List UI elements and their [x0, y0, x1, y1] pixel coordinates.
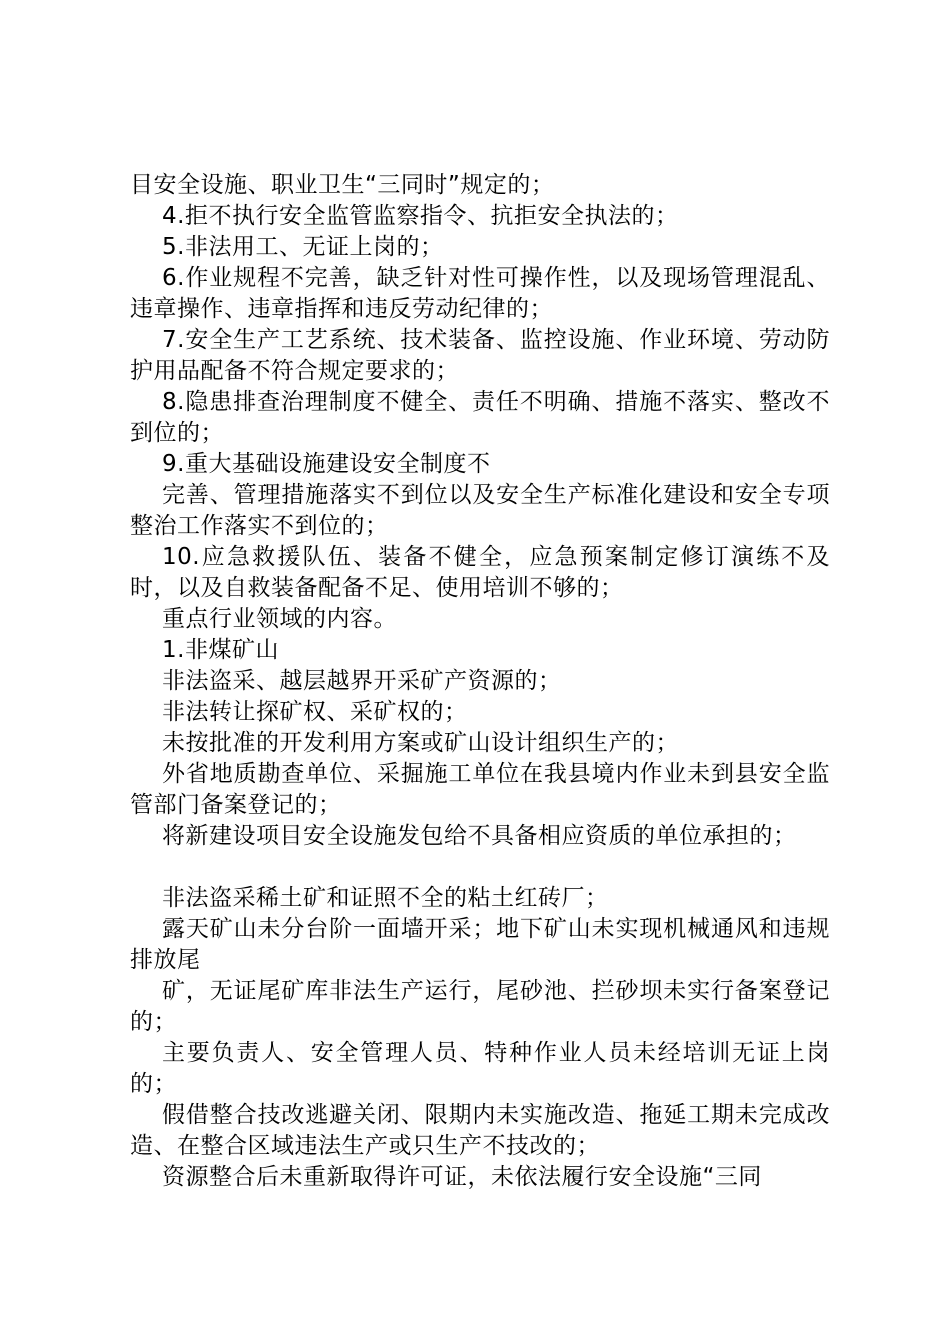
paragraph-2: 4.拒不执行安全监管监察指令、抗拒安全执法的； — [162, 203, 679, 229]
paragraph-5: 7.安全生产工艺系统、技术装备、监控设施、作业环境、劳动防护用品配备不符合规定要求的； — [130, 327, 830, 384]
paragraph-15: 外省地质勘查单位、采掘施工单位在我县境内作业未到县安全监管部门备案登记的； — [130, 761, 830, 818]
paragraph-1: 目安全设施、职业卫生“三同时”规定的； — [130, 172, 555, 198]
paragraph-22: 资源整合后未重新取得许可证，未依法履行安全设施“三同 — [162, 1164, 762, 1190]
paragraph-18: 露天矿山未分台阶一面墙开采；地下矿山未实现机械通风和违规排放尾 — [130, 916, 830, 973]
paragraph-13: 非法转让探矿权、采矿权的； — [162, 699, 468, 725]
paragraph-4: 6.作业规程不完善，缺乏针对性可操作性，以及现场管理混乱、违章操作、违章指挥和违反劳动纪律的； — [130, 265, 830, 322]
blank-line — [130, 852, 830, 883]
paragraph-3: 5.非法用工、无证上岗的； — [162, 234, 444, 260]
paragraph-20: 主要负责人、安全管理人员、特种作业人员未经培训无证上岗的； — [130, 1040, 830, 1097]
paragraph-6: 8.隐患排查治理制度不健全、责任不明确、措施不落实、整改不到位的； — [130, 389, 830, 446]
paragraph-9: 10.应急救援队伍、装备不健全，应急预案制定修订演练不及时，以及自救装备配备不足、使用培训不够的； — [130, 544, 830, 601]
paragraph-8: 完善、管理措施落实不到位以及安全生产标准化建设和安全专项整治工作落实不到位的； — [130, 482, 830, 539]
paragraph-7: 9.重大基础设施建设安全制度不 — [162, 451, 491, 477]
document-body — [130, 170, 830, 1193]
paragraph-12: 非法盗采、越层越界开采矿产资源的； — [162, 668, 562, 694]
paragraph-11: 1.非煤矿山 — [162, 637, 279, 663]
paragraph-16: 将新建设项目安全设施发包给不具备相应资质的单位承担的； — [162, 823, 797, 849]
paragraph-17: 非法盗采稀土矿和证照不全的粘土红砖厂； — [162, 885, 609, 911]
paragraph-14: 未按批准的开发利用方案或矿山设计组织生产的； — [162, 730, 679, 756]
paragraph-21: 假借整合技改逃避关闭、限期内未实施改造、拖延工期未完成改造、在整合区域违法生产或只生产不技改的； — [130, 1102, 830, 1159]
paragraph-10: 重点行业领域的内容。 — [162, 606, 397, 632]
paragraph-19: 矿，无证尾矿库非法生产运行，尾砂池、拦砂坝未实行备案登记的； — [130, 978, 830, 1035]
